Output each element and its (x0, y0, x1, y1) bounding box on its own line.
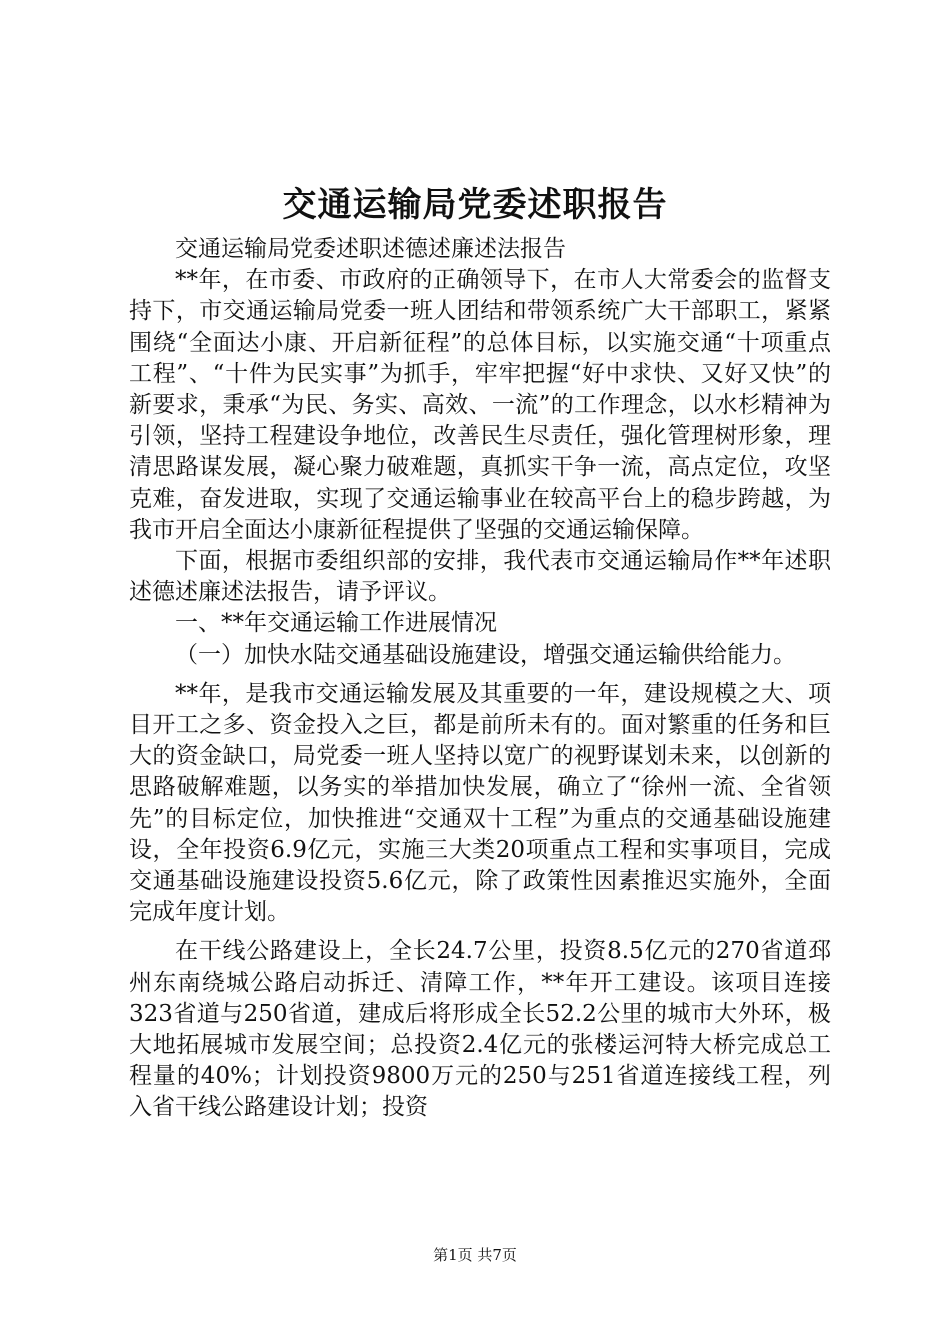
section-heading: 一、**年交通运输工作进展情况 (175, 610, 497, 637)
page-number-footer: 第1页 共7页 (433, 1246, 517, 1264)
body-paragraph: 下面，根据市委组织部的安排，我代表市交通运输局作**年述职述德述廉述法报告，请予评议。 (129, 548, 831, 606)
subsection-heading: （一）加快水陆交通基础设施建设，增强交通运输供给能力。 (175, 641, 796, 668)
body-paragraph: **年，在市委、市政府的正确领导下，在市人大常委会的监督支持下，市交通运输局党委一班人团结和带领系统广大干部职工，紧紧围绕“全面达小康、开启新征程”的总体目标，以实施交通“十项重点工程”、“十件为民实事”为抓手，牢牢把握“好中求快、又好又快”的新要求，秉承“为民、务实、高效、一流”的工作理念，以水杉精神为引领，坚持工程建设争地位，改善民生尽责任，强化管理树形象，理清思路谋发展，凝心聚力破难题，真抓实干争一流，高点定位，攻坚克难，奋发进取，实现了交通运输事业在较高平台上的稳步跨越，为我市开启全面达小康新征程提供了坚强的交通运输保障。 (129, 267, 831, 543)
body-paragraph: **年，是我市交通运输发展及其重要的一年，建设规模之大、项目开工之多、资金投入之巨，都是前所未有的。面对繁重的任务和巨大的资金缺口，局党委一班人坚持以宽广的视野谋划未来，以创新的思路破解难题，以务实的举措加快发展，确立了“徐州一流、全省领先”的目标定位，加快推进“交通双十工程”为重点的交通基础设施建设，全年投资6.9亿元，实施三大类20项重点工程和实事项目，完成交通基础设施建设投资5.6亿元，除了政策性因素推迟实施外，全面完成年度计划。 (129, 680, 831, 926)
body-paragraph: 在干线公路建设上，全长24.7公里，投资8.5亿元的270省道邳州东南绕城公路启动拆迁、清障工作，**年开工建设。该项目连接323省道与250省道，建成后将形成全长52.2公里的城市大外环，极大地拓展城市发展空间；总投资2.4亿元的张楼运河特大桥完成总工程量的40%；计划投资9800万元的250与251省道连接线工程，列入省干线公路建设计划；投资 (129, 938, 831, 1121)
document-title: 交通运输局党委述职报告 (282, 185, 668, 225)
document-body (129, 234, 831, 1124)
subtitle-paragraph: 交通运输局党委述职述德述廉述法报告 (175, 236, 566, 262)
